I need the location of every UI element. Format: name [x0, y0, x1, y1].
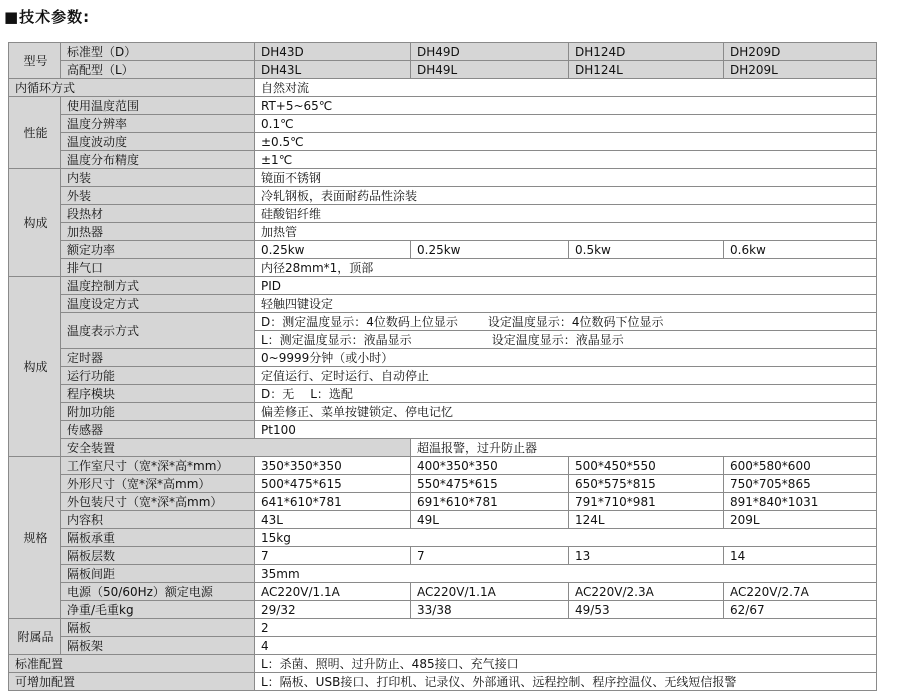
row-label: 标准型（D）	[61, 43, 255, 61]
model-cell: DH49D	[411, 43, 569, 61]
row-label: 隔板	[61, 619, 255, 637]
spec-cell: 62/67	[724, 601, 877, 619]
table-row	[9, 673, 877, 691]
table-row	[9, 655, 877, 673]
row-label: 外包装尺寸（宽*深*高mm）	[61, 493, 255, 511]
spec-cell: 650*575*815	[569, 475, 724, 493]
control-category: 构成	[9, 277, 61, 457]
table-row	[9, 529, 877, 547]
row-label: 工作室尺寸（宽*深*高*mm）	[61, 457, 255, 475]
spec-cell: 600*580*600	[724, 457, 877, 475]
row-value: 加热管	[255, 223, 877, 241]
row-label: 程序模块	[61, 385, 255, 403]
section-heading	[4, 4, 90, 30]
row-value: ±0.5℃	[255, 133, 877, 151]
row-label: 运行功能	[61, 367, 255, 385]
table-row	[9, 547, 877, 565]
table-row	[9, 115, 877, 133]
table-row	[9, 619, 877, 637]
table-row	[9, 421, 877, 439]
row-label: 电源（50/60Hz）额定电源	[61, 583, 255, 601]
table-row	[9, 169, 877, 187]
program-module-l: L：选配	[310, 386, 353, 401]
row-label: 隔板层数	[61, 547, 255, 565]
display-measured-d: D：测定温度显示：4位数码上位显示	[261, 314, 458, 329]
spec-cell: 691*610*781	[411, 493, 569, 511]
table-row	[9, 277, 877, 295]
row-value: ±1℃	[255, 151, 877, 169]
row-label: 内容积	[61, 511, 255, 529]
table-row	[9, 493, 877, 511]
spec-cell: 14	[724, 547, 877, 565]
table-row	[9, 151, 877, 169]
table-row	[9, 457, 877, 475]
table-row	[9, 583, 877, 601]
row-label: 外形尺寸（宽*深*高mm）	[61, 475, 255, 493]
spec-cell: 7	[255, 547, 411, 565]
power-rating-cell: 0.6kw	[724, 241, 877, 259]
table-row	[9, 205, 877, 223]
table-row	[9, 313, 877, 331]
table-row	[9, 349, 877, 367]
row-label: 加热器	[61, 223, 255, 241]
row-value	[255, 331, 877, 349]
spec-cell: 13	[569, 547, 724, 565]
spec-cell: 124L	[569, 511, 724, 529]
row-label: 定时器	[61, 349, 255, 367]
row-label: 标准配置	[9, 655, 255, 673]
row-label: 隔板架	[61, 637, 255, 655]
row-label: 隔板间距	[61, 565, 255, 583]
row-value: 自然对流	[255, 79, 877, 97]
row-value: L：杀菌、照明、过升防止、485接口、充气接口	[255, 655, 877, 673]
spec-cell: 43L	[255, 511, 411, 529]
specs-category: 规格	[9, 457, 61, 619]
spec-cell: 891*840*1031	[724, 493, 877, 511]
row-value: 0.1℃	[255, 115, 877, 133]
table-row	[9, 601, 877, 619]
spec-cell: 49L	[411, 511, 569, 529]
row-label: 可增加配置	[9, 673, 255, 691]
model-category: 型号	[9, 43, 61, 79]
table-row	[9, 223, 877, 241]
row-value: 冷轧钢板，表面耐药品性涂装	[255, 187, 877, 205]
spec-cell: AC220V/2.7A	[724, 583, 877, 601]
row-label: 外装	[61, 187, 255, 205]
model-cell: DH43L	[255, 61, 411, 79]
display-set-l: 设定温度显示：液晶显示	[491, 332, 624, 347]
row-label: 排气口	[61, 259, 255, 277]
model-cell: DH209D	[724, 43, 877, 61]
spec-cell: 33/38	[411, 601, 569, 619]
row-label: 温度分辨率	[61, 115, 255, 133]
model-cell: DH124D	[569, 43, 724, 61]
spec-cell: 791*710*981	[569, 493, 724, 511]
row-label: 安全装置	[61, 439, 411, 457]
row-value: 定值运行、定时运行、自动停止	[255, 367, 877, 385]
spec-cell: 500*450*550	[569, 457, 724, 475]
row-value: 轻触四键设定	[255, 295, 877, 313]
row-value: 2	[255, 619, 877, 637]
spec-cell: 7	[411, 547, 569, 565]
model-cell: DH49L	[411, 61, 569, 79]
row-value: 偏差修正、菜单按键锁定、停电记忆	[255, 403, 877, 421]
table-row	[9, 61, 877, 79]
table-row	[9, 637, 877, 655]
row-value: PID	[255, 277, 877, 295]
spec-cell: AC220V/1.1A	[411, 583, 569, 601]
row-label: 传感器	[61, 421, 255, 439]
spec-cell: 550*475*615	[411, 475, 569, 493]
row-value: 硅酸铝纤维	[255, 205, 877, 223]
table-row	[9, 511, 877, 529]
row-label: 隔板承重	[61, 529, 255, 547]
table-row	[9, 241, 877, 259]
display-set-d: 设定温度显示：4位数码下位显示	[487, 314, 664, 329]
table-row	[9, 79, 877, 97]
table-row	[9, 439, 877, 457]
row-value	[255, 385, 877, 403]
row-value: L：隔板、USB接口、打印机、记录仪、外部通讯、远程控制、程序控温仪、无线短信报警	[255, 673, 877, 691]
row-label: 高配型（L）	[61, 61, 255, 79]
heading-text: ■技术参数:	[4, 8, 91, 26]
row-label: 段热材	[61, 205, 255, 223]
row-value: 0~9999分钟（或小时）	[255, 349, 877, 367]
row-label: 额定功率	[61, 241, 255, 259]
table-row	[9, 367, 877, 385]
model-cell: DH209L	[724, 61, 877, 79]
row-value: 内径28mm*1，顶部	[255, 259, 877, 277]
row-label: 温度波动度	[61, 133, 255, 151]
spec-cell: 750*705*865	[724, 475, 877, 493]
row-value: RT+5~65℃	[255, 97, 877, 115]
row-label: 使用温度范围	[61, 97, 255, 115]
model-cell: DH124L	[569, 61, 724, 79]
table-row	[9, 97, 877, 115]
row-label: 净重/毛重kg	[61, 601, 255, 619]
row-label: 附加功能	[61, 403, 255, 421]
power-rating-cell: 0.25kw	[255, 241, 411, 259]
table-row	[9, 259, 877, 277]
row-label: 温度分布精度	[61, 151, 255, 169]
row-label: 温度表示方式	[61, 313, 255, 349]
table-row	[9, 187, 877, 205]
power-rating-cell: 0.5kw	[569, 241, 724, 259]
table-row	[9, 565, 877, 583]
spec-cell: 29/32	[255, 601, 411, 619]
table-row	[9, 475, 877, 493]
row-value: 15kg	[255, 529, 877, 547]
row-value: 35mm	[255, 565, 877, 583]
program-module-d: D：无	[261, 386, 295, 401]
performance-category: 性能	[9, 97, 61, 169]
model-cell: DH43D	[255, 43, 411, 61]
row-value: Pt100	[255, 421, 877, 439]
spec-cell: AC220V/2.3A	[569, 583, 724, 601]
spec-table	[8, 42, 877, 691]
table-row	[9, 133, 877, 151]
accessories-category: 附属品	[9, 619, 61, 655]
display-measured-l: L：测定温度显示：液晶显示	[261, 332, 412, 347]
table-row	[9, 295, 877, 313]
row-value: 镜面不锈钢	[255, 169, 877, 187]
spec-cell: 500*475*615	[255, 475, 411, 493]
power-rating-cell: 0.25kw	[411, 241, 569, 259]
spec-cell: 209L	[724, 511, 877, 529]
spec-cell: 400*350*350	[411, 457, 569, 475]
spec-cell: 350*350*350	[255, 457, 411, 475]
spec-cell: 641*610*781	[255, 493, 411, 511]
row-value: 超温报警，过升防止器	[411, 439, 877, 457]
construction-category: 构成	[9, 169, 61, 277]
row-value: 4	[255, 637, 877, 655]
row-label: 温度设定方式	[61, 295, 255, 313]
spec-cell: AC220V/1.1A	[255, 583, 411, 601]
spec-cell: 49/53	[569, 601, 724, 619]
table-row	[9, 385, 877, 403]
table-row	[9, 403, 877, 421]
row-value	[255, 313, 877, 331]
row-label: 内装	[61, 169, 255, 187]
table-row	[9, 43, 877, 61]
row-label: 温度控制方式	[61, 277, 255, 295]
row-label: 内循环方式	[9, 79, 255, 97]
